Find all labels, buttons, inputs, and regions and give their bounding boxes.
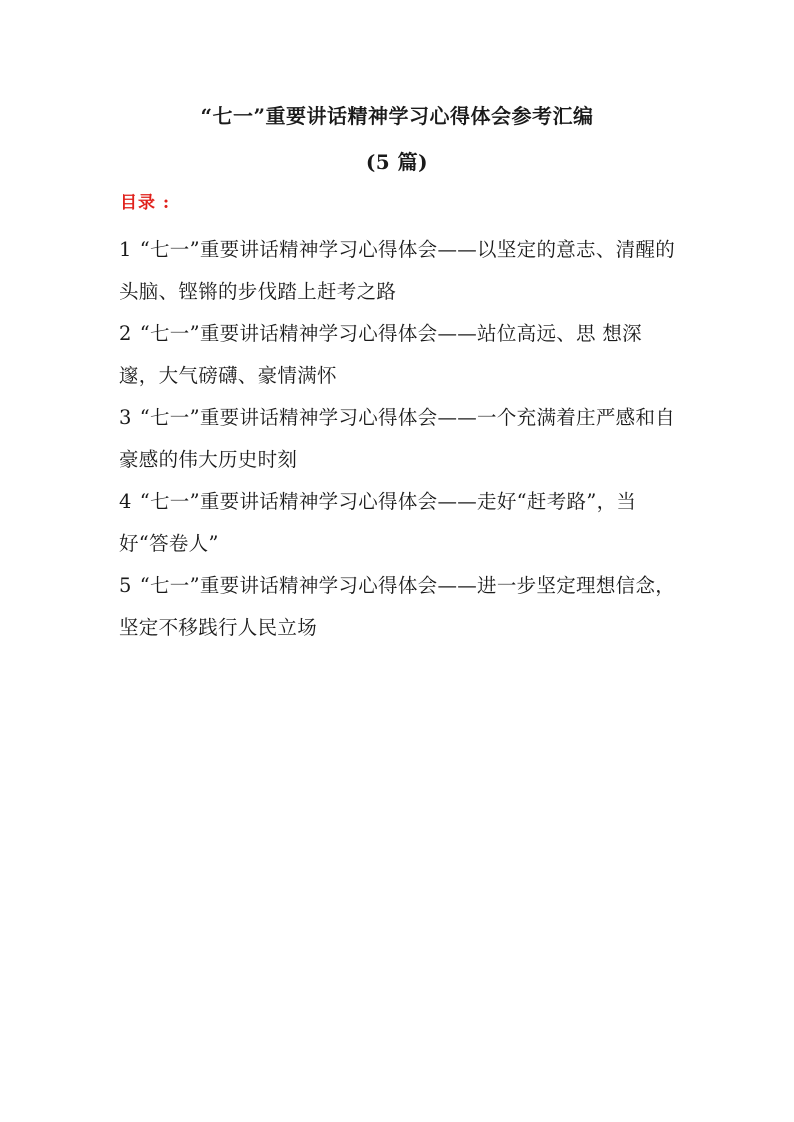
toc-item-1: [119, 229, 679, 313]
toc-item-4: [119, 481, 679, 565]
toc-item-5: [119, 565, 679, 649]
toc-item-number: 1: [119, 238, 132, 261]
toc-item-number: 5: [119, 574, 132, 597]
toc-item-text: “七一”重要讲话精神学习心得体会——站位高远、思 想深邃，大气磅礴、豪情满怀: [119, 322, 642, 387]
document-title: “七一”重要讲话精神学习心得体会参考汇编: [200, 104, 594, 128]
document-subtitle: (5 篇): [365, 150, 429, 174]
toc-item-text: “七一”重要讲话精神学习心得体会——走好“赶考路”，当好“答卷人”: [119, 490, 637, 555]
toc-item-number: 3: [119, 406, 132, 429]
toc-item-number: 4: [119, 490, 132, 513]
toc-item-3: [119, 397, 679, 481]
toc-item-text: “七一”重要讲话精神学习心得体会——以坚定的意志、清醒的头脑、铿锵的步伐踏上赶考之路: [119, 238, 676, 303]
toc-item-text: “七一”重要讲话精神学习心得体会——一个充满着庄严感和自豪感的伟大历史时刻: [119, 406, 676, 471]
toc-heading: 目录 :: [120, 193, 171, 213]
toc-item-2: [119, 313, 679, 397]
toc-item-text: “七一”重要讲话精神学习心得体会——进一步坚定理想信念，坚定不移践行人民立场: [119, 574, 676, 639]
toc-item-number: 2: [119, 322, 132, 345]
toc-list: [119, 229, 679, 649]
